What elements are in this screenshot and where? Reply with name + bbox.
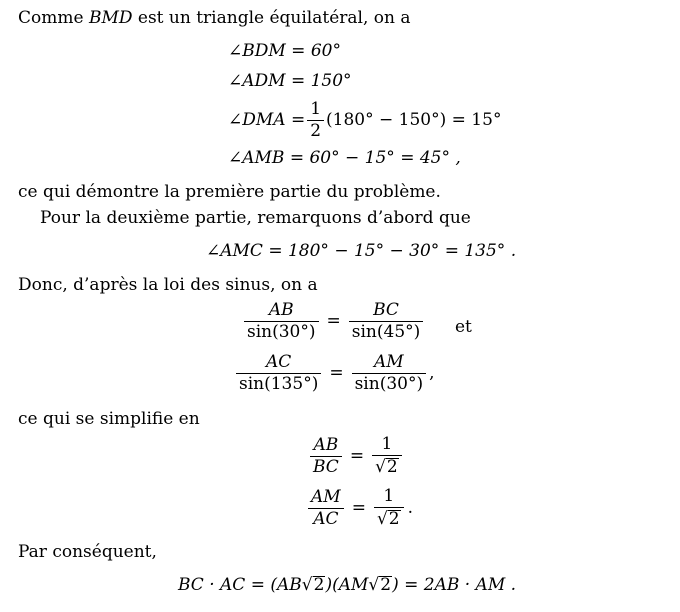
text-first-part: ce qui démontre la première partie du problème.: [18, 182, 441, 202]
text-second-part: Pour la deuxième partie, remarquons d’abord que: [40, 208, 471, 228]
sqrt-symbol: √ 2: [301, 575, 325, 595]
fraction-ab-bc: $\frac{AB}{BC}$: [310, 437, 342, 476]
equation-amc: ∠AMC = 180° − 15° − 30° = 135° .: [206, 241, 517, 261]
fraction-am-ac: $\frac{AM}{AC}$: [308, 489, 344, 528]
equation-final: BC · AC = (AB √ 2 )(AM √ 2 ) = 2AB · AM .: [178, 574, 517, 595]
equation-adm: ∠ADM = 150°: [228, 71, 352, 91]
conjunction-et: et: [455, 317, 472, 337]
text-simplifies: ce qui se simplifie en: [18, 409, 200, 429]
fraction-one-sqrt2: 1 √ 2: [372, 436, 402, 476]
equation-simplified-1: $\frac{AB}{BC}$ = 1 √ 2: [310, 436, 402, 476]
text-therefore: Par conséquent,: [18, 542, 157, 562]
fraction-one-sqrt2: 1 √ 2: [374, 488, 404, 528]
fraction-bc-sin45: $\frac{BC}{\sin(45^\circ)}$: [349, 302, 424, 341]
fraction-am-sin30: $\frac{AM}{\sin(30^\circ)}$: [352, 354, 427, 393]
equation-sines-2: $\frac{AC}{\sin(135^\circ)}$ = $\frac{AM}{\sin(30^\circ)}$ ,: [236, 354, 435, 393]
equation-dma: ∠DMA = $\frac{1}{2}$ (180° − 150°) = 15°: [228, 99, 502, 141]
equation-bdm: ∠BDM = 60°: [228, 41, 341, 61]
equation-amb: ∠AMB = 60° − 15° = 45° ,: [228, 148, 461, 168]
triangle-name: BMD: [88, 8, 133, 28]
fraction-ac-sin135: $\frac{AC}{\sin(135^\circ)}$: [236, 354, 321, 393]
equation-simplified-2: $\frac{AM}{AC}$ = 1 √ 2 .: [308, 488, 413, 528]
text-law-of-sines: Donc, d’après la loi des sinus, on a: [18, 275, 318, 295]
intro-sentence: Comme BMD est un triangle équilatéral, on a: [18, 8, 411, 28]
sqrt-symbol: √ 2: [376, 509, 400, 529]
fraction-half: $\frac{1}{2}$: [307, 101, 324, 140]
sqrt-symbol: √ 2: [368, 575, 392, 595]
fraction-ab-sin30: $\frac{AB}{\sin(30^\circ)}$: [244, 302, 319, 341]
equation-sines-1: $\frac{AB}{\sin(30^\circ)}$ = $\frac{BC}{\sin(45^\circ)}$: [244, 302, 423, 341]
sqrt-symbol: √ 2: [375, 457, 398, 477]
